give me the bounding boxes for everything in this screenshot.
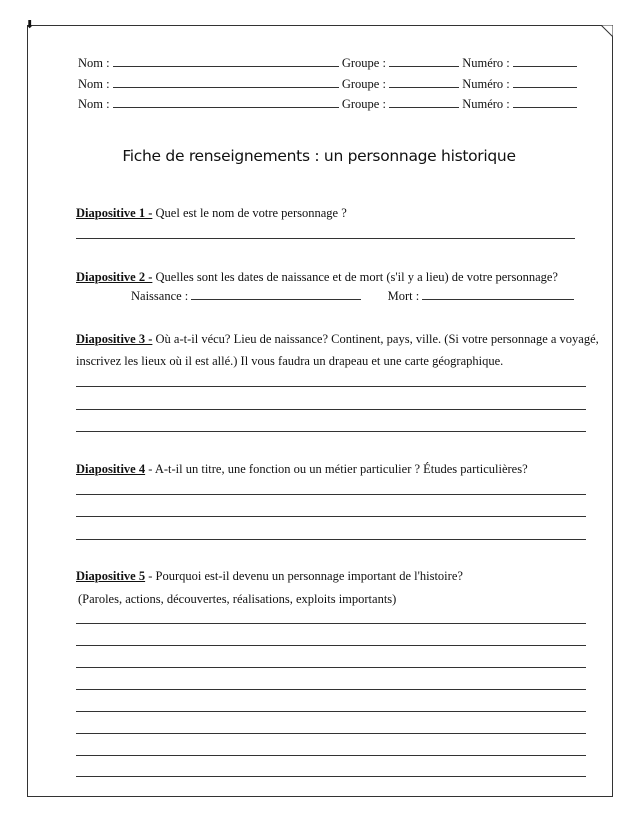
- groupe-field[interactable]: [389, 56, 459, 67]
- answer-line[interactable]: [76, 755, 586, 756]
- id-row-3: [78, 97, 577, 112]
- section-3-question: [76, 332, 599, 347]
- mort-field[interactable]: [422, 289, 574, 300]
- section-1-text: Quel est le nom de votre personnage ?: [152, 206, 347, 220]
- answer-line[interactable]: [76, 516, 586, 517]
- answer-line[interactable]: [76, 645, 586, 646]
- dates-row: [131, 289, 574, 304]
- numero-field[interactable]: [513, 77, 577, 88]
- section-4-text: - A-t-il un titre, une fonction ou un métier particulier ? Études particulières?: [145, 462, 528, 476]
- section-2-question: [76, 270, 558, 285]
- nom-label: Nom :: [78, 77, 110, 91]
- nom-field[interactable]: [113, 97, 339, 108]
- groupe-label: Groupe :: [341, 77, 386, 91]
- numero-label: Numéro :: [462, 77, 510, 91]
- numero-field[interactable]: [513, 97, 577, 108]
- groupe-field[interactable]: [389, 77, 459, 88]
- answer-line[interactable]: [76, 667, 586, 668]
- nom-field[interactable]: [113, 77, 339, 88]
- groupe-label: Groupe :: [341, 56, 386, 70]
- section-3-text: Où a-t-il vécu? Lieu de naissance? Continent, pays, ville. (Si votre personnage a voyagé,: [152, 332, 599, 346]
- corner-arrow-icon: ⬇: [25, 19, 35, 31]
- nom-field[interactable]: [113, 56, 339, 67]
- groupe-label: Groupe :: [341, 97, 386, 111]
- answer-line[interactable]: [76, 733, 586, 734]
- section-5-label: Diapositive 5: [76, 569, 146, 583]
- groupe-field[interactable]: [389, 97, 459, 108]
- answer-line[interactable]: [76, 711, 586, 712]
- section-5-text-cont: (Paroles, actions, découvertes, réalisations, exploits importants): [78, 592, 397, 606]
- page-curl-icon: [601, 25, 613, 37]
- section-2-text: Quelles sont les dates de naissance et de mort (s'il y a lieu) de votre personnage?: [152, 270, 558, 284]
- answer-line[interactable]: [76, 386, 586, 387]
- answer-line[interactable]: [76, 776, 586, 777]
- id-row-1: [78, 56, 577, 71]
- answer-line[interactable]: [76, 431, 586, 432]
- section-1-question: [76, 206, 347, 221]
- naissance-field[interactable]: [191, 289, 361, 300]
- mort-label: Mort :: [387, 289, 420, 303]
- page-frame: [27, 25, 613, 797]
- answer-line[interactable]: [76, 238, 575, 239]
- section-4-label: Diapositive 4: [76, 462, 146, 476]
- id-row-2: [78, 77, 577, 92]
- numero-label: Numéro :: [462, 97, 510, 111]
- answer-line[interactable]: [76, 689, 586, 690]
- answer-line[interactable]: [76, 539, 586, 540]
- nom-label: Nom :: [78, 56, 110, 70]
- answer-line[interactable]: [76, 409, 586, 410]
- numero-field[interactable]: [513, 56, 577, 67]
- section-3-label: Diapositive 3 -: [76, 332, 153, 346]
- answer-line[interactable]: [76, 494, 586, 495]
- section-5-question: [76, 569, 463, 584]
- section-4-question: [76, 462, 528, 477]
- page-title: Fiche de renseignements : un personnage historique: [122, 147, 516, 165]
- naissance-label: Naissance :: [131, 289, 189, 303]
- section-3-text-cont: inscrivez les lieux où il est allé.) Il vous faudra un drapeau et une carte géographique.: [76, 354, 504, 368]
- answer-line[interactable]: [76, 623, 586, 624]
- nom-label: Nom :: [78, 97, 110, 111]
- numero-label: Numéro :: [462, 56, 510, 70]
- section-2-label: Diapositive 2 -: [76, 270, 153, 284]
- section-1-label: Diapositive 1 -: [76, 206, 153, 220]
- section-5-text: - Pourquoi est-il devenu un personnage important de l'histoire?: [145, 569, 463, 583]
